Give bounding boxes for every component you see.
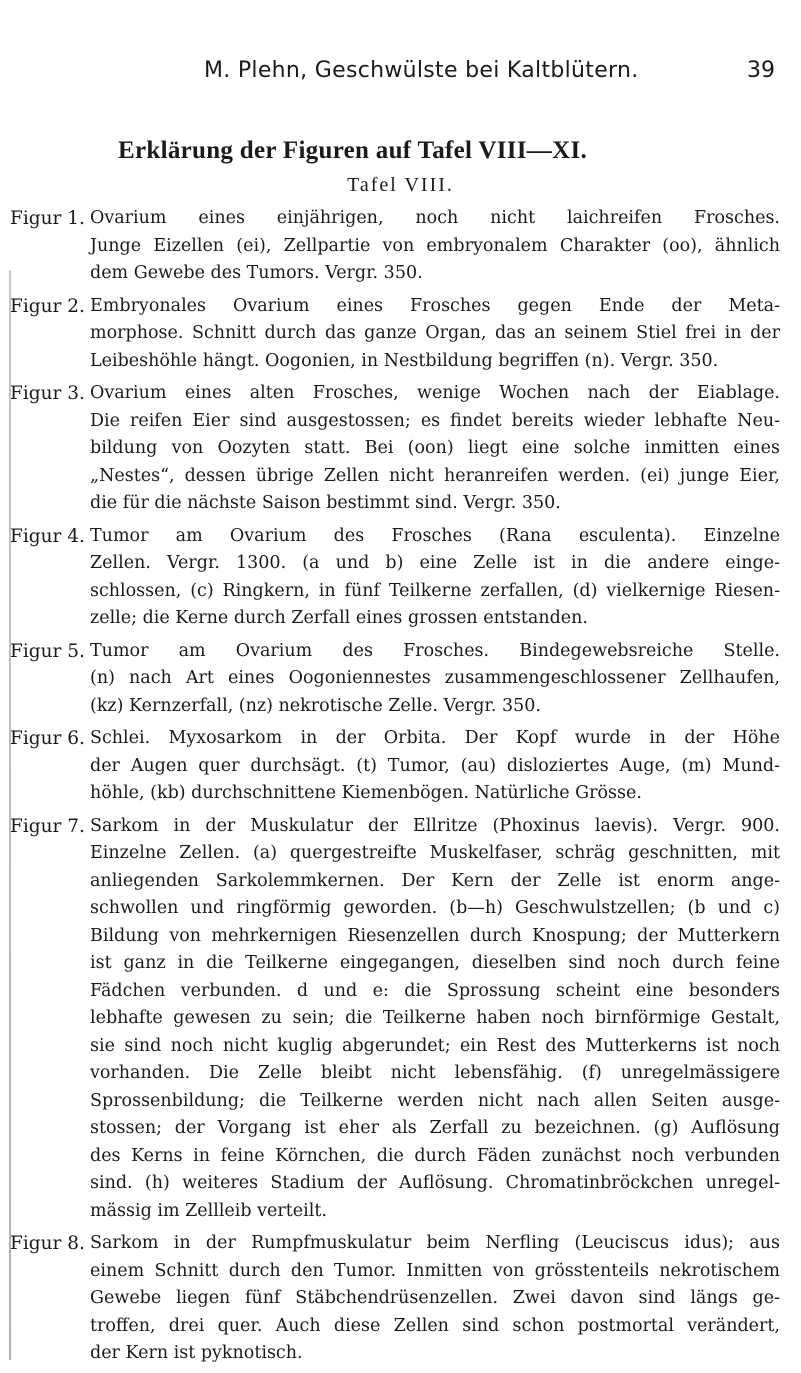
figure-entry [0, 523, 801, 633]
figure-entry [0, 725, 801, 808]
description-line: bildung von Oozyten statt. Bei (oon) liegt eine solche inmitten eines [90, 438, 780, 458]
running-head [0, 58, 801, 88]
figure-description [90, 813, 780, 1226]
description-line: Sarkom in der Rumpfmuskulatur beim Nerfling (Leuciscus idus); aus [90, 1233, 780, 1253]
figure-description [90, 523, 780, 633]
description-line: Gewebe liegen fünf Stäbchendrüsenzellen. Zwei davon sind längs ge- [90, 1288, 780, 1308]
description-line: Leibeshöhle hängt. Oogonien, in Nestbildung begriffen (n). Vergr. 350. [90, 350, 719, 371]
description-line: (n) nach Art eines Oogoniennestes zusammengeschlossener Zellhaufen, [90, 668, 780, 688]
description-line: Tumor am Ovarium des Frosches (Rana esculenta). Einzelne [90, 525, 780, 546]
description-line: höhle, (kb) durchschnittene Kiemenbögen. Natürliche Grösse. [90, 783, 642, 803]
description-line: troffen, drei quer. Auch diese Zellen sind schon postmortal verändert, [90, 1315, 780, 1336]
figure-description [90, 1230, 780, 1368]
description-line: stossen; der Vorgang ist eher als Zerfall zu bezeichnen. (g) Auflösung [90, 1118, 780, 1138]
figure-entry [0, 380, 801, 518]
figure-label: Figur 6. [10, 728, 85, 749]
figure-entry [0, 293, 801, 376]
description-line: Zellen. Vergr. 1300. (a und b) eine Zelle ist in die andere einge- [90, 553, 780, 573]
description-line: die für die nächste Saison bestimmt sind. Vergr. 350. [90, 493, 561, 513]
description-line: lebhafte gewesen zu sein; die Teilkerne haben noch birnförmige Gestalt, [90, 1008, 780, 1028]
description-line: „Nestes“, dessen übrige Zellen nicht heranreifen werden. (ei) junge Eier, [90, 465, 780, 486]
description-line: morphose. Schnitt durch das ganze Organ, das an seinem Stiel frei in der [90, 323, 780, 343]
figure-label: Figur 2. [10, 295, 85, 317]
description-line: schwollen und ringförmig geworden. (b—h) Geschwulstzellen; (b und c) [90, 898, 780, 918]
figure-label: Figur 4. [10, 525, 85, 547]
description-line: Die reifen Eier sind ausgestossen; es findet bereits wieder lebhafte Neu- [90, 410, 780, 431]
description-line: Fädchen verbunden. d und e: die Sprossung scheint eine besonders [90, 980, 780, 1001]
figure-label: Figur 5. [10, 640, 85, 662]
figure-label: Figur 8. [10, 1233, 85, 1254]
figure-entry [0, 638, 801, 721]
page-number: 39 [747, 58, 775, 83]
figure-label: Figur 7. [10, 815, 85, 837]
description-line: einem Schnitt durch den Tumor. Inmitten von grösstenteils nekrotischem [90, 1260, 780, 1281]
description-line: Ovarium eines einjährigen, noch nicht laichreifen Frosches. [90, 208, 780, 228]
description-line: der Augen quer durchsägt. (t) Tumor, (au) disloziertes Auge, (m) Mund- [90, 755, 780, 776]
running-head-title: M. Plehn, Geschwülste bei Kaltblütern. [204, 58, 639, 83]
figure-entry [0, 205, 801, 288]
description-line: Sprossenbildung; die Teilkerne werden nicht nach allen Seiten ausge- [90, 1090, 780, 1111]
figure-label: Figur 1. [10, 208, 85, 229]
description-line: der Kern ist pyknotisch. [90, 1343, 303, 1363]
figure-description [90, 380, 780, 518]
description-line: mässig im Zellleib verteilt. [90, 1200, 327, 1221]
description-line: Junge Eizellen (ei), Zellpartie von embryonalem Charakter (oo), ähnlich [90, 235, 780, 256]
description-line: Einzelne Zellen. (a) quergestreifte Muskelfaser, schräg geschnitten, mit [90, 843, 780, 863]
description-line: Schlei. Myxosarkom in der Orbita. Der Kopf wurde in der Höhe [90, 728, 780, 748]
description-line: dem Gewebe des Tumors. Vergr. 350. [90, 263, 423, 283]
figure-label: Figur 3. [10, 383, 85, 404]
description-line: Embryonales Ovarium eines Frosches gegen Ende der Meta- [90, 295, 780, 316]
description-line: Ovarium eines alten Frosches, wenige Wochen nach der Eiablage. [90, 383, 780, 403]
description-line: Tumor am Ovarium des Frosches. Bindegewebsreiche Stelle. [90, 640, 780, 661]
description-line: zelle; die Kerne durch Zerfall eines grossen entstanden. [90, 608, 588, 628]
figure-entry [0, 1230, 801, 1368]
description-line: Bildung von mehrkernigen Riesenzellen durch Knospung; der Mutterkern [90, 925, 780, 946]
description-line: anliegenden Sarkolemmkernen. Der Kern der Zelle ist enorm ange- [90, 870, 780, 891]
description-line: ist ganz in die Teilkerne eingegangen, dieselben sind noch durch feine [90, 953, 780, 973]
figure-description [90, 638, 780, 721]
description-line: vorhanden. Die Zelle bleibt nicht lebensfähig. (f) unregelmässigere [90, 1063, 780, 1083]
figure-description [90, 293, 780, 376]
description-line: Sarkom in der Muskulatur der Ellritze (Phoxinus laevis). Vergr. 900. [90, 815, 780, 836]
section-heading: Erklärung der Figuren auf Tafel VIII—XI. [118, 137, 588, 164]
description-line: des Kerns in feine Körnchen, die durch Fäden zunächst noch verbunden [90, 1145, 780, 1166]
figure-explanations [0, 205, 801, 1373]
description-line: sie sind noch nicht kuglig abgerundet; ein Rest des Mutterkerns ist noch [90, 1035, 780, 1056]
figure-description [90, 725, 780, 808]
description-line: schlossen, (c) Ringkern, in fünf Teilkerne zerfallen, (d) vielkernige Riesen- [90, 580, 780, 601]
figure-description [90, 205, 780, 288]
figure-entry [0, 813, 801, 1226]
description-line: (kz) Kernzerfall, (nz) nekrotische Zelle. Vergr. 350. [90, 695, 541, 716]
plate-subheading: Tafel VIII. [347, 174, 454, 196]
description-line: sind. (h) weiteres Stadium der Auflösung. Chromatinbröckchen unregel- [90, 1173, 780, 1193]
